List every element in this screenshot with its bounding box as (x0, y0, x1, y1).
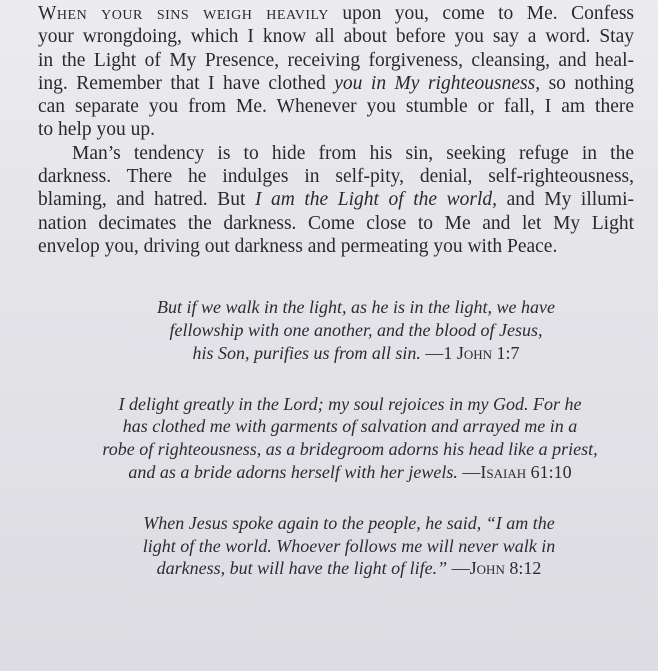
verse-line: has clothed me with garments of salvation and arrayed me in a (122, 416, 578, 437)
text-line: darkness. There he indulges in self-pity, denial, self-righteousness, (38, 166, 634, 188)
verse-line (64, 557, 634, 580)
opening-small-caps: When your sins weigh heavily (38, 3, 329, 24)
text-line: to help you up. (38, 119, 155, 141)
text-segment: ing. Remember that I have clothed (38, 72, 326, 94)
text-line (38, 2, 634, 25)
text-segment: so nothing (548, 72, 634, 94)
text-line: in the Light of My Presence, receiving forgiveness, cleansing, and heal- (38, 49, 634, 71)
devotional-paragraph-1 (38, 2, 634, 142)
reference-text: —Isaiah 61:10 (462, 462, 572, 483)
verse-line: When Jesus spoke again to the people, he said, “I am the (143, 512, 555, 533)
text-segment: upon you, come to Me. Confess (342, 3, 634, 24)
text-line: Man’s tendency is to hide from his sin, seeking refuge in the (72, 142, 634, 164)
verse-line: But if we walk in the light, as he is in the light, we have (157, 297, 555, 318)
scripture-verse-2 (38, 393, 634, 484)
scripture-verse-1 (38, 296, 634, 364)
reference-text: —John 8:12 (451, 558, 542, 579)
text-segment: blaming, and hatred. But (38, 189, 246, 211)
text-line: can separate you from Me. Whenever you stumble or fall, I am there (38, 96, 634, 118)
verse-line (78, 342, 634, 365)
text-line: your wrongdoing, which I know all about before you say a word. Stay (38, 26, 634, 48)
text-segment: and My illumi- (506, 189, 635, 211)
italic-phrase: I am the Light of the world, (254, 189, 497, 211)
text-line (38, 188, 634, 211)
scripture-verse-3 (38, 512, 634, 580)
verse-line: fellowship with one another, and the blood of Jesus, (169, 320, 543, 341)
verse-reference (425, 343, 519, 363)
text-line (38, 72, 634, 95)
verse-line: I delight greatly in the Lord; my soul rejoices in my God. For he (118, 393, 582, 414)
verse-text: his Son, purifies us from all sin. (192, 342, 421, 363)
italic-phrase: you in My righteousness, (334, 72, 541, 94)
verse-text: darkness, but will have the light of life.” (156, 558, 448, 579)
devotional-paragraph-2 (38, 142, 634, 258)
text-line: envelop you, driving out darkness and permeating you with Peace. (38, 235, 558, 257)
verse-text: and as a bride adorns herself with her jewels. (128, 462, 458, 483)
reference-text: —1 John 1:7 (425, 342, 520, 363)
scripture-verses (38, 296, 634, 580)
text-line: nation decimates the darkness. Come close to Me and let My Light (38, 212, 634, 234)
verse-reference (452, 558, 542, 578)
verse-line: light of the world. Whoever follows me will never walk in (142, 535, 556, 556)
verse-reference (462, 462, 571, 482)
verse-line (66, 461, 634, 484)
verse-line: robe of righteousness, as a bridegroom adorns his head like a priest, (102, 439, 598, 460)
